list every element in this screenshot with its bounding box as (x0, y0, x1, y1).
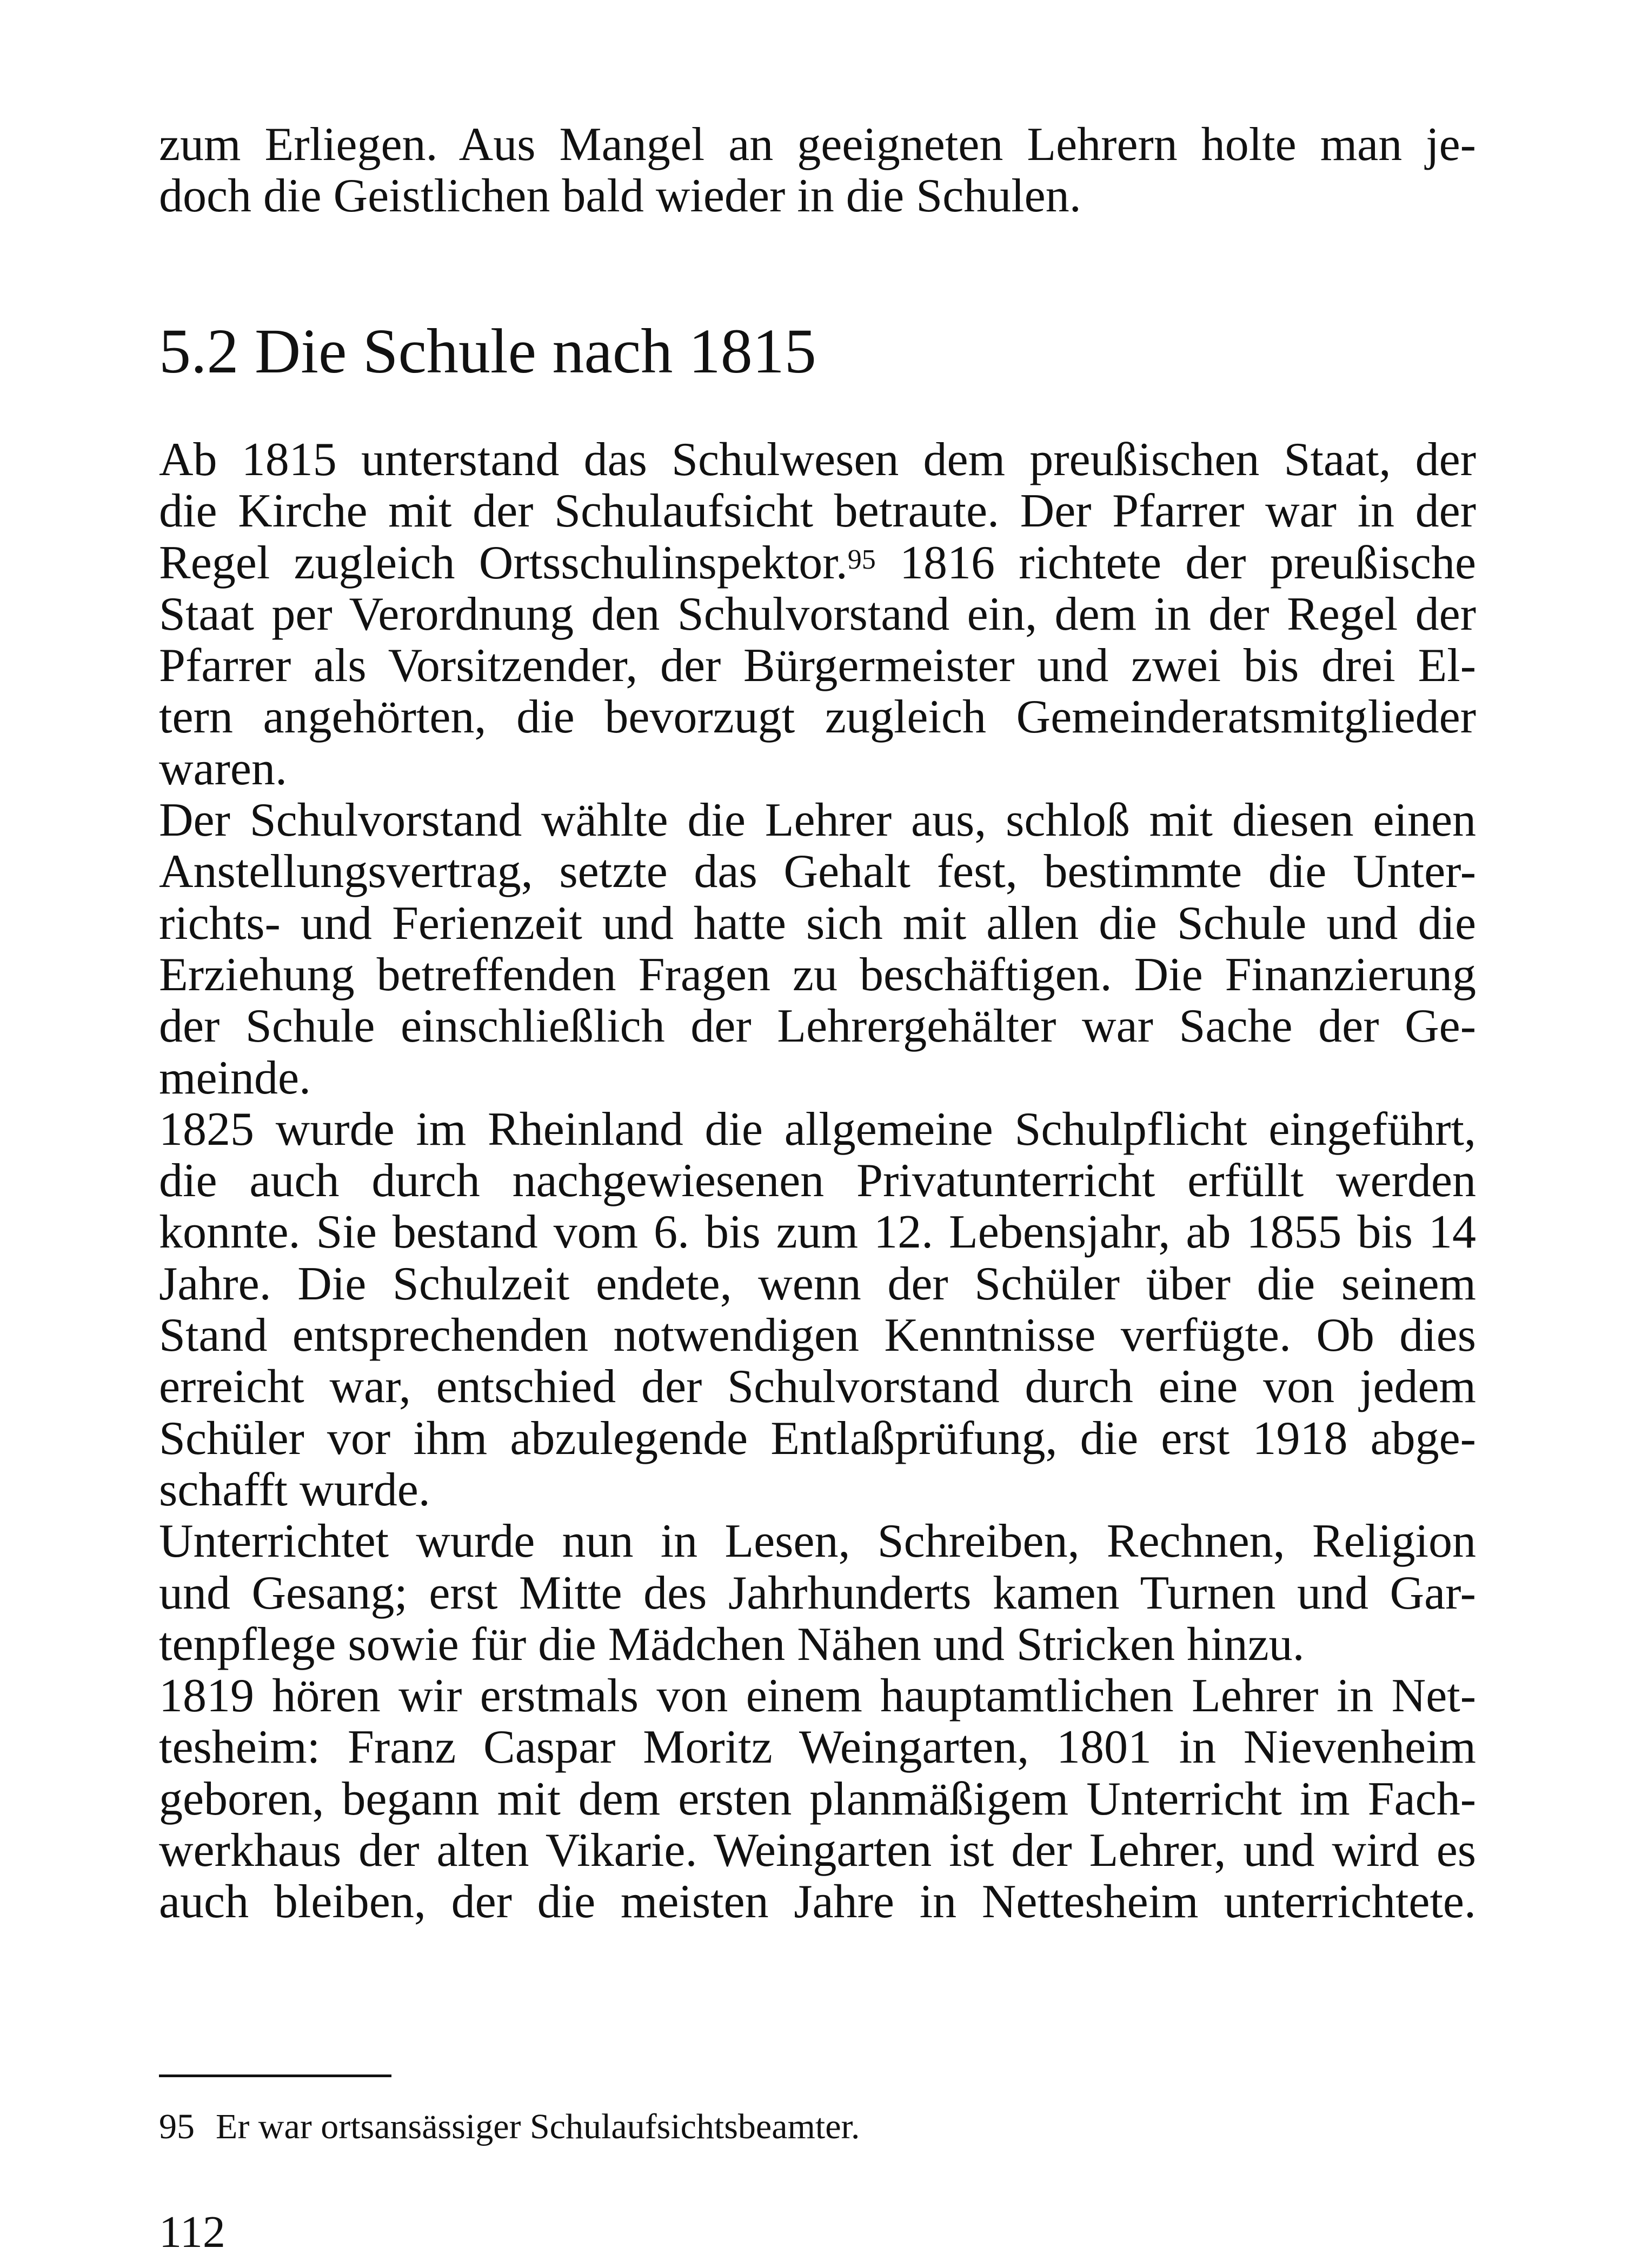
footnote-divider (159, 2074, 391, 2077)
text-line (159, 1773, 1476, 1825)
text-line (159, 949, 1476, 1000)
line-text: die Kirche mit der Schulaufsicht betraute. Der Pfarrer war in der (159, 485, 1476, 538)
line-text: Pfarrer als Vorsitzender, der Bürgermeister und zwei bis drei El- (159, 639, 1476, 692)
line-text: Unterrichtet wurde nun in Lesen, Schreiben, Rechnen, Religion (159, 1515, 1476, 1568)
line-text: richts- und Ferienzeit und hatte sich mit allen die Schule und die (159, 897, 1476, 950)
line-text: schafft wurde. (159, 1463, 430, 1516)
text-line (159, 485, 1476, 537)
line-text: konnte. Sie bestand vom 6. bis zum 12. Lebensjahr, ab 1855 bis 14 (159, 1206, 1476, 1259)
text-line (159, 795, 1476, 846)
line-text: Anstellungsvertrag, setzte das Gehalt fest, bestimmte die Unter- (159, 845, 1476, 898)
text-line (159, 1413, 1476, 1464)
line-text: meinde. (159, 1051, 311, 1104)
text-line (159, 1206, 1476, 1258)
body-text (159, 434, 1476, 1928)
line-text: doch die Geistlichen bald wieder in die Schulen. (159, 170, 1081, 223)
line-text: waren. (159, 742, 287, 795)
text-line (159, 743, 1476, 795)
text-line (159, 898, 1476, 949)
line-text: tern angehörten, die bevorzugt zugleich Gemeinderatsmitglieder (159, 691, 1476, 744)
line-text: zum Erliegen. Aus Mangel an geeigneten Lehrern holte man je- (159, 118, 1476, 171)
text-line (159, 1155, 1476, 1206)
text-line (159, 1722, 1476, 1773)
line-text: werkhaus der alten Vikarie. Weingarten ist der Lehrer, und wird es (159, 1824, 1476, 1877)
line-text-continued: 1816 richtete der preußische (875, 536, 1477, 589)
line-text: und Gesang; erst Mitte des Jahrhunderts kamen Turnen und Gar- (159, 1566, 1476, 1619)
line-text: 1825 wurde im Rheinland die allgemeine Schulpflicht eingeführt, (159, 1103, 1476, 1156)
text-line (159, 1000, 1476, 1052)
text-line (159, 1052, 1476, 1104)
text-line (159, 434, 1476, 485)
line-text: tesheim: Franz Caspar Moritz Weingarten, 1801 in Nievenheim (159, 1721, 1476, 1774)
text-line (159, 1464, 1476, 1516)
line-text: Der Schulvorstand wählte die Lehrer aus, schloß mit diesen einen (159, 794, 1476, 847)
text-line (159, 1258, 1476, 1310)
text-line (159, 1567, 1476, 1619)
text-line (159, 846, 1476, 897)
line-text: Stand entsprechenden notwendigen Kenntnisse verfügte. Ob dies (159, 1309, 1476, 1362)
line-text: 1819 hören wir erstmals von einem hauptamtlichen Lehrer in Net- (159, 1670, 1476, 1723)
text-line (159, 1876, 1476, 1927)
footnote-number: 95 (159, 2107, 195, 2146)
line-text: der Schule einschließlich der Lehrergehälter war Sache der Ge- (159, 1000, 1476, 1053)
text-line (159, 537, 1476, 589)
text-line (159, 589, 1476, 640)
line-text: Erziehung betreffenden Fragen zu beschäftigen. Die Finanzierung (159, 948, 1476, 1001)
text-line (159, 691, 1476, 743)
footnote-reference[interactable]: 95 (847, 544, 876, 575)
line-text: erreicht war, entschied der Schulvorstand durch eine von jedem (159, 1360, 1476, 1413)
line-text: tenpflege sowie für die Mädchen Nähen und Stricken hinzu. (159, 1618, 1305, 1671)
text-line (159, 1361, 1476, 1412)
text-line (159, 170, 1476, 222)
line-text: auch bleiben, der die meisten Jahre in Nettesheim unterrichtete. (159, 1876, 1476, 1929)
line-text: geboren, begann mit dem ersten planmäßigem Unterricht im Fach- (159, 1772, 1476, 1825)
text-line (159, 1516, 1476, 1567)
text-line (159, 1825, 1476, 1876)
line-text: die auch durch nachgewiesenen Privatunterricht erfüllt werden (159, 1155, 1476, 1208)
text-line (159, 1310, 1476, 1361)
line-text: Schüler vor ihm abzulegende Entlaßprüfung, die erst 1918 abge- (159, 1412, 1476, 1465)
line-text: Jahre. Die Schulzeit endete, wenn der Schüler über die seinem (159, 1257, 1476, 1310)
footnote (159, 2105, 860, 2149)
page-number: 112 (159, 2207, 225, 2257)
line-text: Ab 1815 unterstand das Schulwesen dem preußischen Staat, der (159, 433, 1476, 486)
footnote-text: Er war ortsansässiger Schulaufsichtsbeamter. (216, 2107, 860, 2146)
text-line (159, 1619, 1476, 1670)
line-text: Staat per Verordnung den Schulvorstand ein, dem in der Regel der (159, 588, 1476, 641)
text-line (159, 640, 1476, 691)
text-line (159, 1670, 1476, 1722)
top-paragraph (159, 119, 1476, 222)
line-text: Regel zugleich Ortsschulinspektor. (159, 536, 848, 589)
text-line (159, 1104, 1476, 1155)
text-line (159, 119, 1476, 170)
section-heading: 5.2 Die Schule nach 1815 (159, 316, 816, 386)
